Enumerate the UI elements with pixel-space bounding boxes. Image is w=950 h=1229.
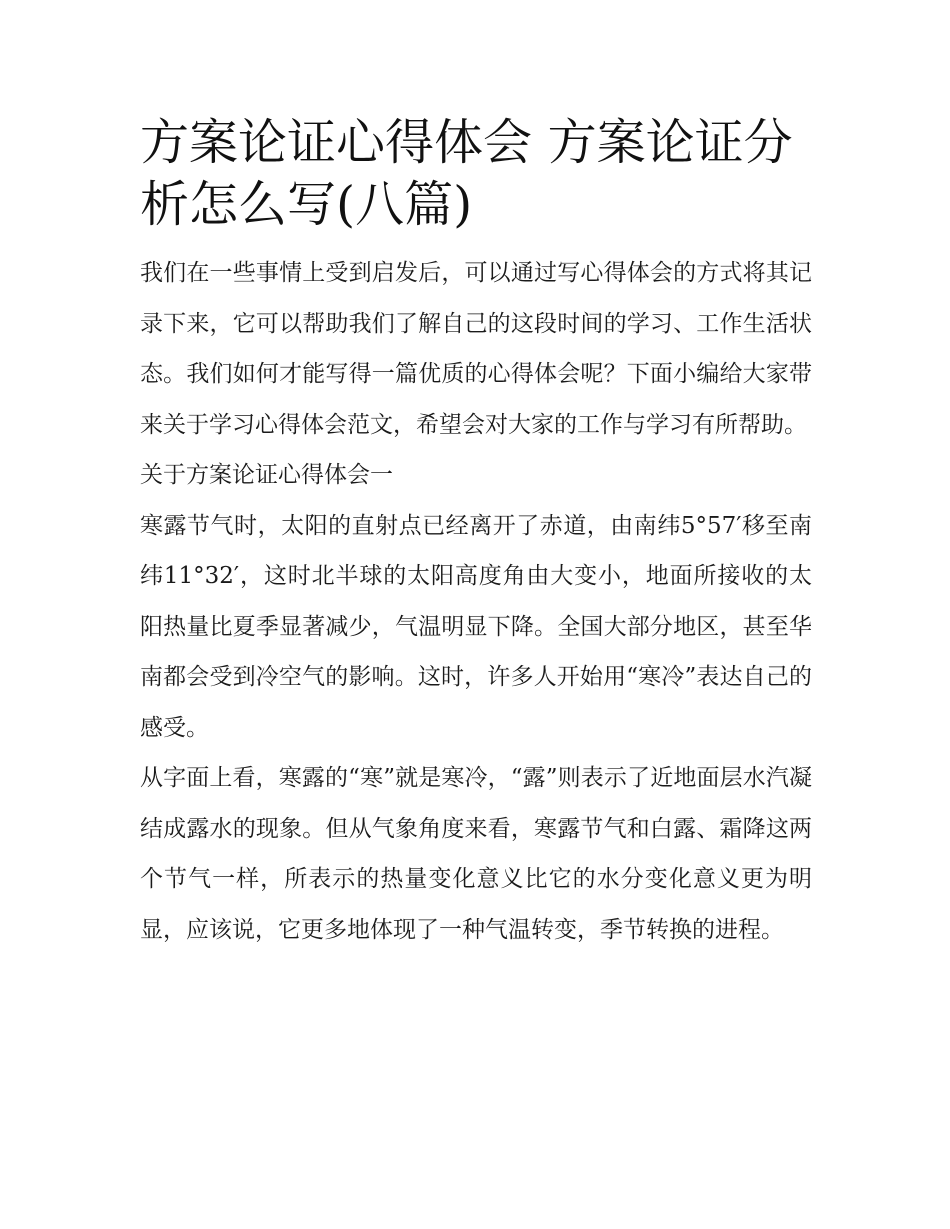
document-title: 方案论证心得体会 方案论证分析怎么写(八篇) xyxy=(140,114,793,233)
body-paragraph: 寒露节气时，太阳的直射点已经离开了赤道，由南纬5°57′移至南纬11°32′，这时北半球的太阳高度角由大变小，地面所接收的太阳热量比夏季显著减少，气温明显下降。全国大部分地区，甚至华南都会受到冷空气的影响。这时，许多人开始用“寒冷”表达自己的感受。 xyxy=(140,512,812,741)
intro-paragraph: 我们在一些事情上受到启发后，可以通过写心得体会的方式将其记录下来，它可以帮助我们了解自己的这段时间的学习、工作生活状态。我们如何才能写得一篇优质的心得体会呢？下面小编给大家带来关于学习心得体会范文，希望会对大家的工作与学习有所帮助。 xyxy=(140,260,812,438)
section-heading: 关于方案论证心得体会一 xyxy=(140,462,393,488)
document-body xyxy=(140,112,812,955)
body-paragraph: 从字面上看，寒露的“寒”就是寒冷，“露”则表示了近地面层水汽凝结成露水的现象。但从气象角度来看，寒露节气和白露、霜降这两个节气一样，所表示的热量变化意义比它的水分变化意义更为明显，应该说，它更多地体现了一种气温转变，季节转换的进程。 xyxy=(140,765,812,943)
